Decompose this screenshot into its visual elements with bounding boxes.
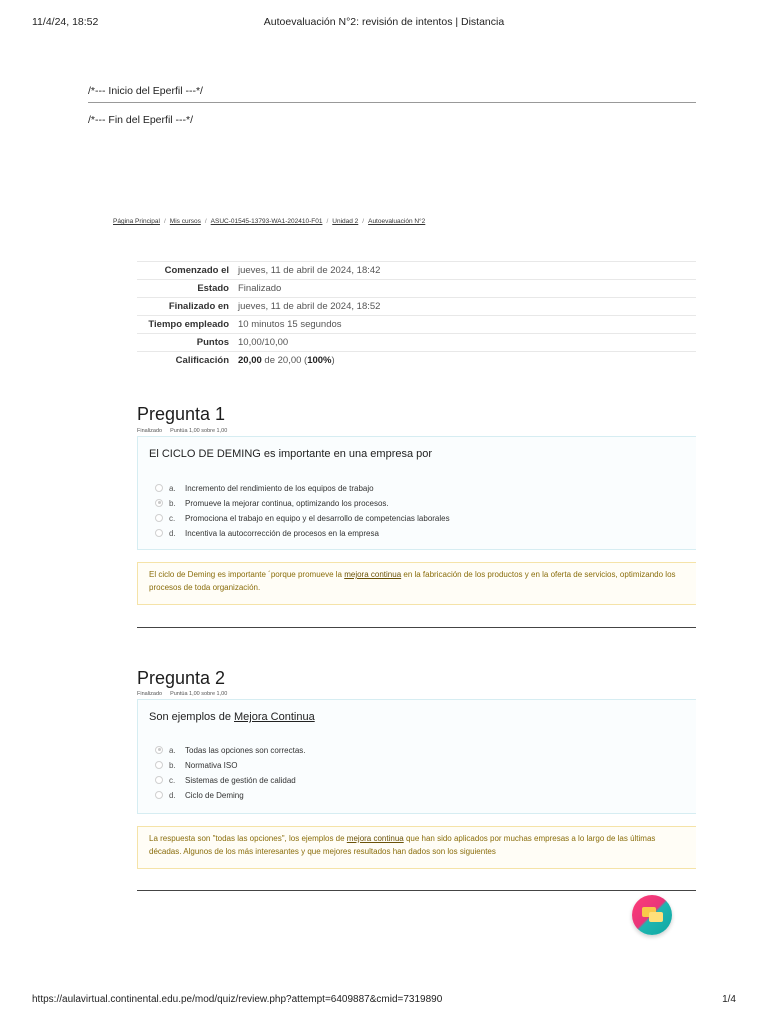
question-1-box [137, 436, 696, 550]
option-text: Ciclo de Deming [185, 791, 244, 800]
radio-button[interactable] [155, 484, 163, 492]
question-2-text [149, 711, 315, 723]
question-score: Puntúa 1,00 sobre 1,00 [170, 428, 228, 434]
question-score: Puntúa 1,00 sobre 1,00 [170, 691, 228, 697]
question-1-title: Pregunta 1 [137, 404, 226, 424]
question-1-meta [137, 428, 235, 434]
option-letter: d. [169, 791, 176, 800]
feedback-link[interactable]: mejora continua [344, 570, 402, 579]
summary-value: 10 minutos 15 segundos [234, 316, 696, 334]
radio-button[interactable] [155, 776, 163, 784]
summary-row [137, 316, 696, 334]
eperfil-end-comment: /*--- Fin del Eperfil ---*/ [88, 114, 194, 126]
question-link[interactable]: Mejora Continua [234, 711, 315, 723]
question-2-feedback [137, 826, 696, 869]
question-2-box [137, 699, 696, 814]
summary-row [137, 334, 696, 352]
summary-label: Comenzado el [137, 262, 234, 280]
answer-option[interactable] [155, 526, 450, 541]
radio-button[interactable] [155, 761, 163, 769]
question-separator [137, 890, 696, 891]
answer-option-selected[interactable] [155, 496, 450, 511]
question-2-title: Pregunta 2 [137, 668, 226, 688]
grade-percent: 100% [307, 355, 332, 366]
option-letter: d. [169, 529, 176, 538]
summary-row [137, 298, 696, 316]
radio-button[interactable] [155, 791, 163, 799]
option-text: Promueve la mejorar continua, optimizando los procesos. [185, 499, 389, 508]
option-text: Incremento del rendimiento de los equipos de trabajo [185, 484, 374, 493]
print-header [32, 16, 736, 30]
summary-label: Puntos [137, 334, 234, 352]
print-page-number: 1/4 [722, 994, 736, 1005]
divider [88, 102, 696, 103]
feedback-text: en la fabricación de los productos y en la oferta de servicios, optimizando los procesos de toda organización. [149, 570, 676, 592]
feedback-text: La respuesta son "todas las opciones", los ejemplos de [149, 834, 347, 843]
attempt-summary-table [137, 261, 696, 369]
option-letter: c. [169, 776, 176, 785]
breadcrumb [113, 218, 425, 225]
answer-option[interactable] [155, 788, 306, 803]
breadcrumb-home[interactable]: Página Principal [113, 218, 160, 225]
print-title: Autoevaluación N°2: revisión de intentos | Distancia [263, 16, 505, 28]
feedback-link[interactable]: mejora continua [346, 834, 404, 843]
radio-button-checked[interactable] [155, 746, 163, 754]
radio-button[interactable] [155, 514, 163, 522]
summary-value: jueves, 11 de abril de 2024, 18:52 [234, 298, 696, 316]
breadcrumb-separator: / [163, 218, 166, 225]
chat-button[interactable] [632, 895, 672, 935]
grade-mid: de 20,00 ( [261, 355, 308, 366]
option-text: Sistemas de gestión de calidad [185, 776, 296, 785]
print-date: 11/4/24, 18:52 [32, 16, 99, 28]
breadcrumb-quiz[interactable]: Autoevaluación N°2 [368, 218, 426, 225]
option-letter: a. [169, 484, 176, 493]
eperfil-start-comment: /*--- Inicio del Eperfil ---*/ [88, 85, 203, 97]
summary-row [137, 280, 696, 298]
print-footer [32, 994, 736, 1008]
option-text: Normativa ISO [185, 761, 238, 770]
option-text: Todas las opciones son correctas. [185, 746, 306, 755]
question-2-meta [137, 691, 235, 697]
answer-option[interactable] [155, 481, 450, 496]
grade-end: ) [331, 355, 335, 366]
breadcrumb-course[interactable]: ASUC-01545-13793-WA1-202410-F01 [210, 218, 323, 225]
summary-row [137, 262, 696, 280]
feedback-text: que han sido aplicados por muchas empresas a lo largo de las últimas décadas. Algunos de los más interesantes y que mejores resultados han dados son los siguientes [149, 834, 656, 856]
summary-label: Estado [137, 280, 234, 298]
radio-button-checked[interactable] [155, 499, 163, 507]
answer-option[interactable] [155, 758, 306, 773]
breadcrumb-separator: / [204, 218, 207, 225]
question-1-feedback [137, 562, 696, 605]
option-letter: c. [169, 514, 176, 523]
option-letter: b. [169, 499, 176, 508]
feedback-text: El ciclo de Deming es importante ´porque promueve la [149, 570, 345, 579]
question-2-options [155, 743, 306, 803]
breadcrumb-my-courses[interactable]: Mis cursos [169, 218, 201, 225]
question-1-options [155, 481, 450, 541]
option-text: Promociona el trabajo en equipo y el desarrollo de competencias laborales [185, 514, 450, 523]
summary-label: Tiempo empleado [137, 316, 234, 334]
summary-grade [234, 352, 696, 370]
option-letter: a. [169, 746, 176, 755]
breadcrumb-unit[interactable]: Unidad 2 [332, 218, 359, 225]
option-text: Incentiva la autocorrección de procesos en la empresa [185, 529, 379, 538]
answer-option-selected[interactable] [155, 743, 306, 758]
question-state: Finalizado [137, 691, 163, 697]
breadcrumb-separator: / [362, 218, 365, 225]
summary-value: 10,00/10,00 [234, 334, 696, 352]
option-letter: b. [169, 761, 176, 770]
question-1-text: El CICLO DE DEMING es importante en una empresa por [149, 448, 433, 460]
answer-option[interactable] [155, 773, 306, 788]
print-url: https://aulavirtual.continental.edu.pe/mod/quiz/review.php?attempt=6409887&cmid=7319890 [32, 994, 443, 1005]
summary-row-grade [137, 352, 696, 370]
question-state: Finalizado [137, 428, 163, 434]
summary-value: jueves, 11 de abril de 2024, 18:42 [234, 262, 696, 280]
radio-button[interactable] [155, 529, 163, 537]
summary-label: Calificación [137, 352, 234, 370]
summary-value: Finalizado [234, 280, 696, 298]
answer-option[interactable] [155, 511, 450, 526]
breadcrumb-separator: / [326, 218, 329, 225]
question-separator [137, 627, 696, 628]
question-text: Son ejemplos de [149, 711, 234, 723]
grade-value: 20,00 [238, 355, 262, 366]
chat-bubbles-icon [649, 912, 663, 922]
summary-label: Finalizado en [137, 298, 234, 316]
